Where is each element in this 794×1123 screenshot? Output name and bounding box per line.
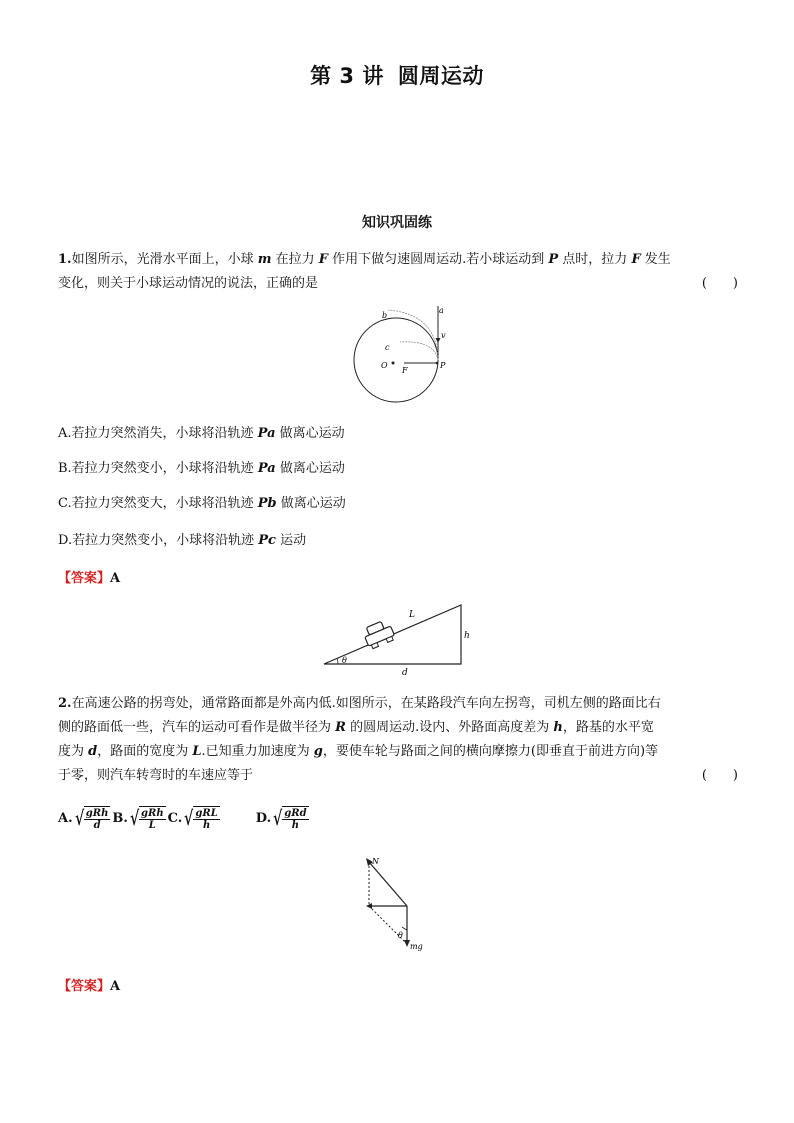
center-point xyxy=(392,362,395,365)
answer-tag: 【答案】 xyxy=(58,979,111,994)
force-diagram xyxy=(355,852,435,957)
label-mg: mg xyxy=(410,942,423,951)
text-span: 度为 xyxy=(58,744,89,759)
text-span: D.若拉力突然变小，小球将沿轨迹 xyxy=(58,533,259,548)
label-n: N xyxy=(372,857,379,866)
question-2-line-4 xyxy=(58,764,738,788)
text-span: 做离心运动 xyxy=(275,426,345,441)
ball-p xyxy=(436,362,439,365)
label-f: F xyxy=(402,366,408,375)
label-h: h xyxy=(464,631,470,641)
question-2-line-3 xyxy=(58,740,738,764)
label-v: v xyxy=(441,331,446,340)
text-span: ，路面的宽度为 xyxy=(97,744,193,759)
answer-1 xyxy=(58,567,120,586)
circle-path xyxy=(354,318,438,402)
answer-2 xyxy=(58,975,120,994)
var-F: F xyxy=(318,252,328,267)
question-1-number: 1. xyxy=(58,252,72,267)
text-span: 做离心运动 xyxy=(276,496,346,511)
trajectory-c xyxy=(400,342,438,360)
answer-value: A xyxy=(110,979,121,994)
var-path: Pa xyxy=(257,426,276,441)
option-label: D. xyxy=(255,811,272,826)
option-d[interactable] xyxy=(58,531,306,551)
denominator: h xyxy=(291,820,300,831)
label-o: O xyxy=(381,361,388,370)
option-b[interactable] xyxy=(58,459,345,479)
var-r: R xyxy=(335,720,346,735)
text-span: C.若拉力突然变大，小球将沿轨迹 xyxy=(58,496,258,511)
label-c: c xyxy=(385,343,390,352)
var-P: P xyxy=(548,252,559,267)
sqrt-expression: √ $\frac{\text{gRh}}{d}$ xyxy=(74,806,109,831)
answer-parenthesis: ( ) xyxy=(701,768,738,783)
question-2-options xyxy=(58,806,311,831)
text-span: ，要使车轮与路面之间的横向摩擦力(即垂直于前进方向)等 xyxy=(322,744,659,759)
circular-motion-figure xyxy=(340,300,470,410)
numerator: gRh xyxy=(141,808,164,819)
sqrt-expression: √ $\frac{\text{gRL}}{h}$ xyxy=(184,806,218,831)
label-b: b xyxy=(382,311,388,320)
text-span: 做离心运动 xyxy=(275,461,345,476)
sqrt-expression: √ $\frac{\text{gRd}}{h}$ xyxy=(273,806,307,831)
question-1-line-2 xyxy=(58,272,738,296)
var-path: Pb xyxy=(257,496,277,511)
var-d: d xyxy=(88,744,98,759)
question-2-number: 2. xyxy=(58,696,72,711)
option-c[interactable] xyxy=(58,494,346,514)
lecture-number: 第 3 讲 xyxy=(310,64,384,88)
question-2-line-2 xyxy=(58,716,738,740)
denominator: L xyxy=(148,820,156,831)
text-span: 运动 xyxy=(275,533,307,548)
numerator: gRd xyxy=(284,808,307,819)
option-label: A. xyxy=(58,811,73,826)
velocity-arrowhead xyxy=(436,338,441,343)
var-F: F xyxy=(631,252,641,267)
text-span: .已知重力加速度为 xyxy=(201,744,314,759)
text-span: 的圆周运动.设内、外路面高度差为 xyxy=(345,720,554,735)
var-l: L xyxy=(192,744,202,759)
angle-arc xyxy=(337,659,338,665)
option-a[interactable] xyxy=(58,424,345,444)
normal-force-vector xyxy=(369,862,407,906)
label-l: L xyxy=(409,610,415,620)
text-span: 在高速公路的拐弯处，通常路面都是外高内低.如图所示，在某路段汽车向左拐弯，司机左侧的路面比右 xyxy=(71,696,661,711)
text-span: 如图所示，光滑水平面上，小球 xyxy=(71,252,258,267)
text-span: 发生 xyxy=(640,252,671,267)
text-span: 侧的路面低一些，汽车的运动可看作是做半径为 xyxy=(58,720,336,735)
lecture-topic: 圆周运动 xyxy=(397,64,484,88)
label-a: a xyxy=(439,306,444,315)
var-h: h xyxy=(553,720,563,735)
numerator: gRL xyxy=(195,808,218,819)
label-theta: θ xyxy=(398,931,403,940)
text-span: 于零，则汽车转弯时的车速应等于 xyxy=(58,768,254,783)
label-p: P xyxy=(440,361,446,370)
section-title: 知识巩固练 xyxy=(362,215,432,231)
angle-arc xyxy=(402,927,407,930)
text-span: 在拉力 xyxy=(271,252,319,267)
text-span: B.若拉力突然变小，小球将沿轨迹 xyxy=(58,461,258,476)
label-theta: θ xyxy=(342,656,347,665)
text-span: 点时，拉力 xyxy=(558,252,632,267)
var-g: g xyxy=(313,744,323,759)
text-span: 变化，则关于小球运动情况的说法，正确的是 xyxy=(58,276,319,291)
question-1-stem xyxy=(58,248,738,296)
option-label: B. xyxy=(112,811,128,826)
question-1-line-1 xyxy=(58,248,738,272)
option-d[interactable] xyxy=(256,806,309,831)
numerator: gRh xyxy=(85,808,109,819)
denominator: d xyxy=(93,820,101,831)
answer-tag: 【答案】 xyxy=(58,571,111,586)
page-title xyxy=(0,60,794,90)
option-c[interactable] xyxy=(168,806,220,831)
option-b[interactable] xyxy=(112,806,165,831)
sqrt-expression: √ $\frac{\text{gRh}}{L}$ xyxy=(129,806,164,831)
var-path: Pc xyxy=(258,533,276,548)
option-a[interactable] xyxy=(58,806,110,831)
answer-value: A xyxy=(110,571,121,586)
option-label: C. xyxy=(167,811,183,826)
text-span: 作用下做匀速圆周运动.若小球运动到 xyxy=(327,252,549,267)
banked-road-figure xyxy=(320,600,480,675)
var-m: m xyxy=(257,252,272,267)
answer-parenthesis: ( ) xyxy=(701,276,738,291)
question-2-line-1 xyxy=(58,692,738,716)
trajectory-b xyxy=(388,310,438,360)
denominator: h xyxy=(202,820,211,831)
text-span: ，路基的水平宽 xyxy=(562,720,654,735)
label-d: d xyxy=(402,668,408,675)
question-2-stem xyxy=(58,692,738,788)
var-path: Pa xyxy=(257,461,276,476)
text-span: A.若拉力突然消失，小球将沿轨迹 xyxy=(58,426,258,441)
